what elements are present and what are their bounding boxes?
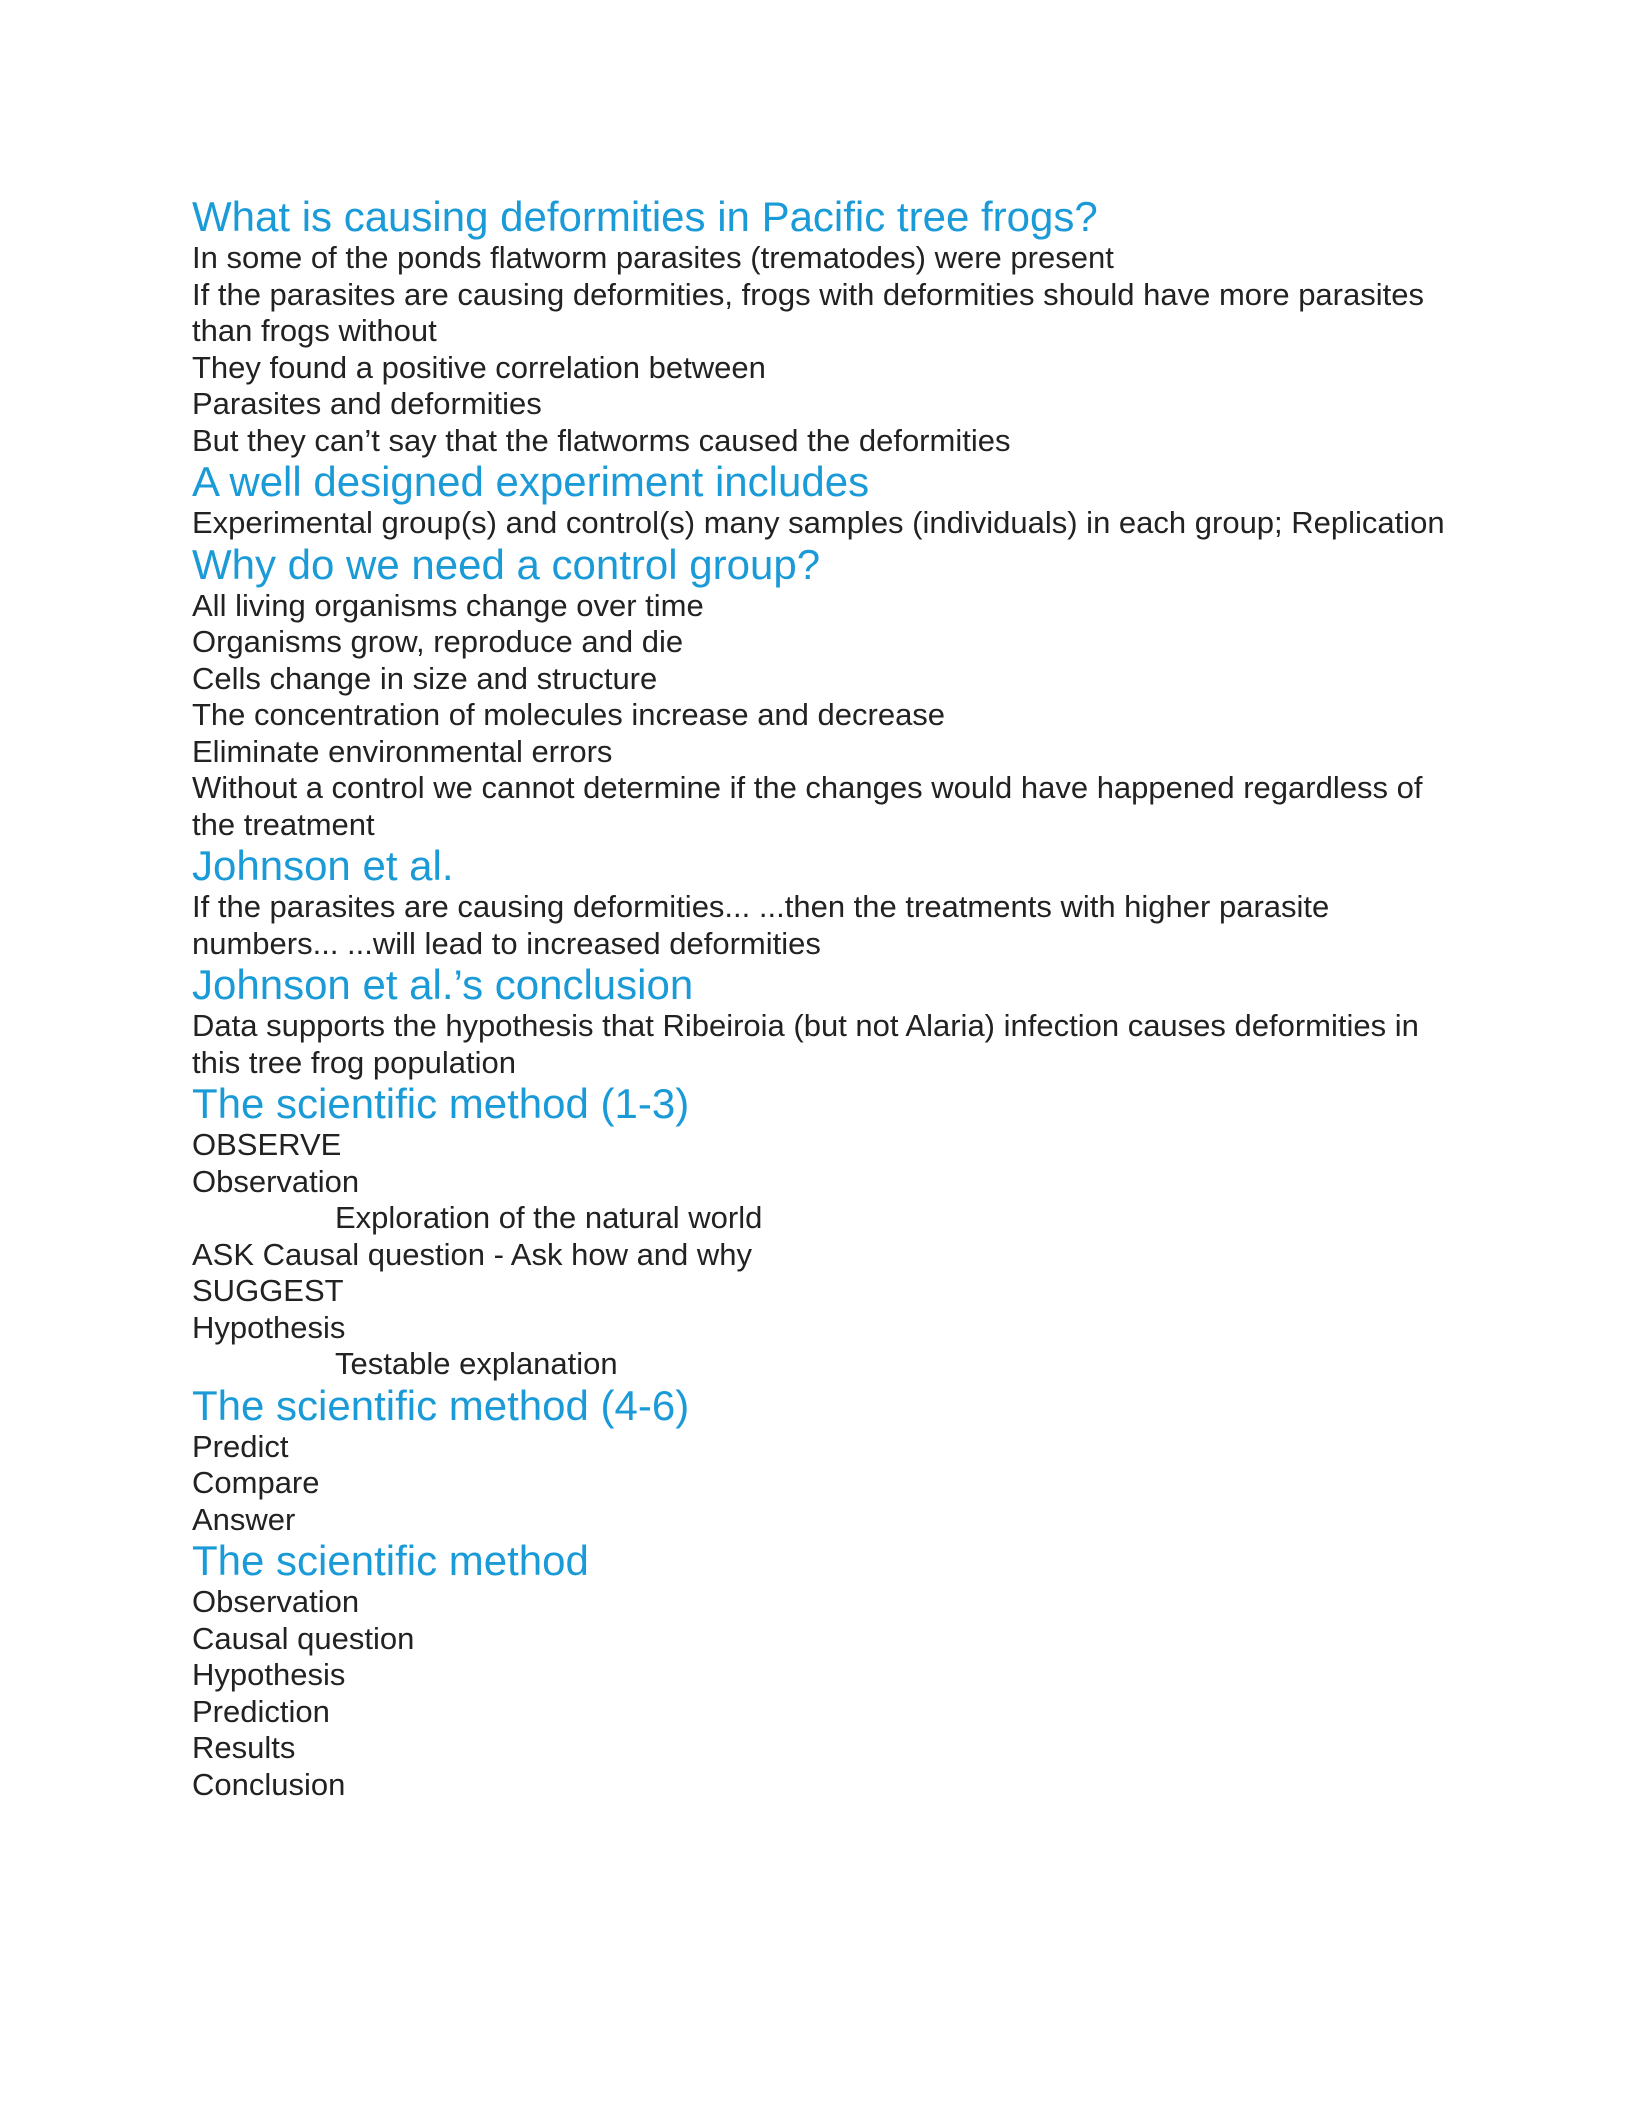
document-page <box>192 194 1472 1803</box>
document-section <box>192 1081 1472 1383</box>
text-line: In some of the ponds flatworm parasites (trematodes) were present <box>192 240 1114 275</box>
text-line: Without a control we cannot determine if the changes would have happened regardless of the treatment <box>192 770 1423 842</box>
section-heading: Johnson et al. <box>192 842 454 889</box>
document-section <box>192 1538 1472 1803</box>
indented-text-line: Exploration of the natural world <box>335 1200 763 1235</box>
document-section <box>192 962 1472 1081</box>
document-section <box>192 542 1472 844</box>
text-line: Conclusion <box>192 1766 346 1802</box>
text-line: SUGGEST <box>192 1273 344 1308</box>
section-heading: Johnson et al.’s conclusion <box>192 961 694 1008</box>
text-line: They found a positive correlation between <box>192 349 766 385</box>
document-section <box>192 1383 1472 1539</box>
text-line: The concentration of molecules increase and decrease <box>192 697 946 732</box>
text-line: Observation <box>192 1163 360 1199</box>
text-line: Parasites and deformities <box>192 386 542 421</box>
section-heading: The scientific method (4-6) <box>192 1381 690 1429</box>
text-line: Results <box>192 1730 296 1765</box>
section-heading: The scientific method (1-3) <box>192 1080 690 1127</box>
text-line: All living organisms change over time <box>192 587 704 623</box>
text-line: Cells change in size and structure <box>192 660 658 696</box>
text-line: If the parasites are causing deformities, frogs with deformities should have more parasites than frogs without <box>192 276 1424 348</box>
text-line: Observation <box>192 1584 360 1619</box>
text-line: Prediction <box>192 1693 330 1729</box>
text-line: ASK Causal question - Ask how and why <box>192 1236 753 1272</box>
section-heading: What is causing deformities in Pacific tree frogs? <box>192 193 1098 240</box>
text-line: But they can’t say that the flatworms caused the deformities <box>192 422 1011 458</box>
section-heading: Why do we need a control group? <box>192 540 821 588</box>
text-line: Organisms grow, reproduce and die <box>192 624 684 659</box>
section-heading: The scientific method <box>192 1537 589 1584</box>
text-line: Answer <box>192 1501 296 1537</box>
document-section <box>192 459 1472 542</box>
section-heading: A well designed experiment includes <box>192 458 870 505</box>
text-line: Eliminate environmental errors <box>192 733 613 769</box>
text-line: Causal question <box>192 1620 415 1656</box>
document-section <box>192 194 1472 459</box>
text-line: Predict <box>192 1428 289 1464</box>
indented-text-line: Testable explanation <box>335 1346 618 1381</box>
document-section <box>192 843 1472 962</box>
text-line: If the parasites are causing deformities... ...then the treatments with higher parasite numbers... ...will lead to increased deformities <box>192 889 1330 961</box>
text-line: OBSERVE <box>192 1127 342 1162</box>
text-line: Compare <box>192 1465 320 1500</box>
text-line: Experimental group(s) and control(s) many samples (individuals) in each group; Replication <box>192 505 1445 540</box>
text-line: Data supports the hypothesis that Ribeiroia (but not Alaria) infection causes deformities in this tree frog population <box>192 1008 1419 1080</box>
text-line: Hypothesis <box>192 1657 346 1692</box>
text-line: Hypothesis <box>192 1309 346 1345</box>
